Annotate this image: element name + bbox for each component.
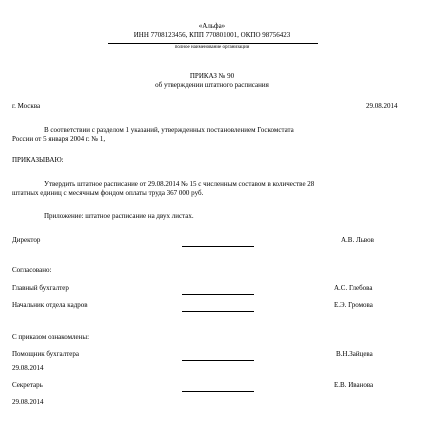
agreed-signature-line — [182, 311, 254, 312]
familiar-date: 29.08.2014 — [12, 398, 44, 406]
director-name: А.В. Львов — [341, 236, 374, 244]
agreed-signature-line — [182, 294, 254, 295]
agreed-title: Начальник отдела кадров — [12, 301, 88, 309]
organization-name: «Альфа» — [198, 22, 226, 30]
order-subtitle: об утверждении штатного расписания — [155, 81, 269, 89]
familiar-label: С приказом ознакомлены: — [12, 333, 90, 341]
preamble-line-1: В соответствии с разделом 1 указаний, утвержденных постановлением Госкомстата — [44, 126, 294, 134]
order-item-line-2: штатных единиц с месячным фондом оплаты труда 367 000 руб. — [12, 189, 204, 197]
agreed-name: А.С. Глебова — [334, 284, 373, 292]
agreed-label: Согласовано: — [12, 266, 52, 274]
agreed-title: Главный бухгалтер — [12, 284, 69, 292]
familiar-title: Помощник бухгалтера — [12, 350, 79, 358]
familiar-name: В.Н.Зайцева — [336, 350, 373, 358]
familiar-signature-line — [182, 391, 254, 392]
attachment-note: Приложение: штатное расписание на двух листах. — [44, 212, 194, 220]
order-date: 29.08.2014 — [366, 102, 398, 110]
agreed-name: Е.Э. Громова — [334, 301, 373, 309]
command-word: ПРИКАЗЫВАЮ: — [12, 156, 64, 164]
order-place: г. Москва — [12, 102, 41, 110]
organization-caption: полное наименование организации — [174, 45, 250, 50]
preamble-line-2: России от 5 января 2004 г. № 1, — [12, 135, 106, 143]
familiar-signature-line — [182, 360, 254, 361]
organization-codes: ИНН 7708123456, КПП 770801001, ОКПО 98756423 — [133, 31, 291, 39]
order-title: ПРИКАЗ № 90 — [189, 72, 235, 80]
familiar-name: Е.В. Иванова — [334, 381, 374, 389]
director-signature-line — [182, 246, 254, 247]
familiar-title: Секретарь — [12, 381, 43, 389]
organization-underline — [108, 43, 318, 44]
order-item-line-1: Утвердить штатное расписание от 29.08.2014 № 15 с численным составом в количестве 28 — [44, 180, 315, 188]
familiar-date: 29.08.2014 — [12, 364, 44, 372]
director-title: Директор — [12, 236, 41, 244]
